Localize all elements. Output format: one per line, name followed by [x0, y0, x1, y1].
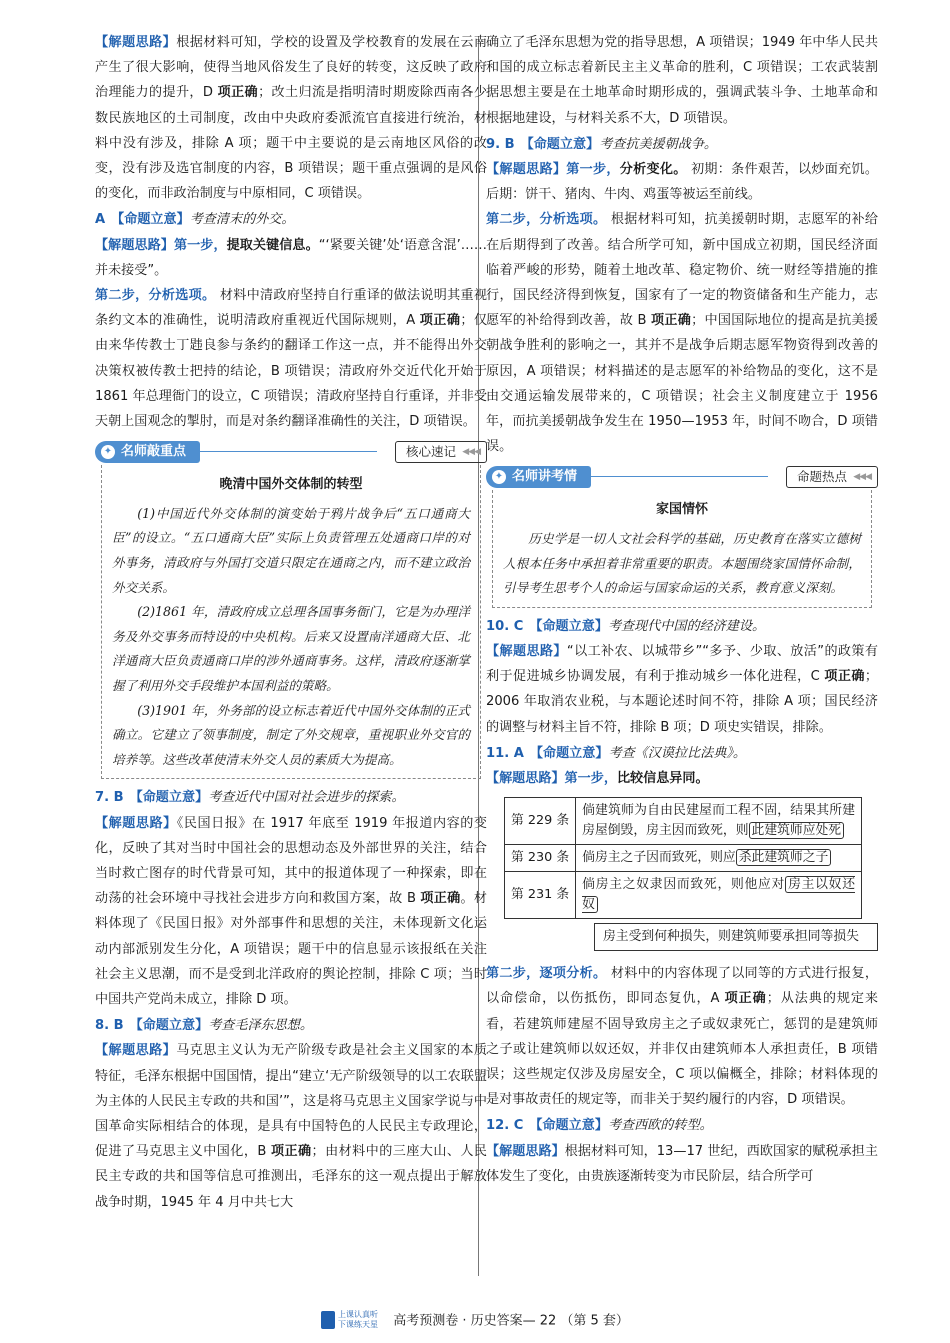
article-number: 第 229 条: [505, 798, 576, 845]
q11-step1: 【解题思路】第一步，比较信息异同。: [486, 771, 709, 787]
article-number: 第 231 条: [505, 872, 576, 919]
q6-header: A 【命题立意】考查清末的外交。: [95, 212, 295, 228]
q10-analysis: 【解题思路】“以工补农、以城带乡”“多予、少取、放活”的政策有利于促进城乡协调发展，有利于推动城乡一体化进程，C 项正确；2006 年取消农业税，与本题论述时间不符，排除 A 项；国民经济的调整与材料主旨不符，排除 B 项；D 项史实错误，排除。: [486, 644, 878, 735]
q9-step1: 【解题思路】第一步，分析变化。 初期：条件艰苦，以炒面充饥。后期：饼干、猪肉、牛肉、鸡蛋等被运至前线。: [486, 162, 879, 203]
teacher-exam-trends-header: [486, 464, 878, 488]
q6-step2: 第二步，分析选项。 材料中清政府坚持自行重译的做法说明其重视条约文本的准确性，说明清政府重视近代国际规则，A 项正确；仅由来华传教士丁韪良参与条约的翻译工作这一点，并不能得出外交决策权被传教士把持的结论，B 项错误；清政府外交近代化开始于 1861 年总理衙门的设立，C 项错误；清政府坚持自行重译，并非受天朝上国观念的掣肘，而是对条约翻译准确性的关注，D 项错误。: [95, 288, 488, 430]
arrows-icon: ◀◀◀: [853, 472, 871, 483]
article-text: 倘房主之子因而致死，则应 杀此建筑师之子: [576, 845, 862, 872]
q10-header: 10. C 【命题立意】考查现代中国的经济建设。: [486, 618, 766, 634]
right-column: [486, 30, 878, 1189]
core-memo-point-1: (1)中国近代外交体制的演变始于鸦片战争后“五口通商大臣”的设立。“五口通商大臣”实际上负责管理五处通商口岸的对外事务，清政府与外国打交道只限定在通商之内，而不建立政治外交关系。: [112, 505, 470, 595]
q9-header: 9. B 【命题立意】考查抗美援朝战争。: [486, 136, 718, 152]
header-rule: [586, 476, 768, 477]
highlight-mark: 此建筑师应处死: [749, 822, 845, 839]
page-footer: [0, 1310, 950, 1332]
footer-text: 高考预测卷 · 历史答案— 22 （第 5 套）: [393, 1313, 629, 1329]
arrows-icon: ◀◀◀: [462, 447, 480, 458]
teacher-key-points-pill: ✦ 名师敲重点: [95, 441, 200, 463]
q5-analysis: 【解题思路】根据材料可知，学校的设置及学校教育的发展在云南产生了很大影响，使得当地风俗发生了良好的转变，这反映了政府治理能力的提升，D 项正确；改土归流是指明清时期废除西南各少数民族地区的土司制度，改由中央政府委派流官直接进行统治，材料中没有涉及，排除 A 项；题干中主要说的是云南地区风俗的改变，没有涉及选官制度的内容，B 项错误；题干重点强调的是风俗的变化，而非政治制度与中原相同，C 项错误。: [95, 35, 488, 202]
q9-step2: 第二步，分析选项。 根据材料可知，抗美援朝时期，志愿军的补给在后期得到了改善。结合所学可知，新中国成立初期，国民经济面临着严峻的形势，随着土地改革、稳定物价、统一财经等措施的推行，国民经济得到恢复，国家有了一定的物资储备和生产能力，志愿军的补给得到改善，故 B 项正确；中国国际地位的提高是抗美援朝战争胜利的影响之一，其并不是战争后期志愿军物资得到改善的原因，A 项错误；材料描述的是志愿军的补给物品的变化，这不是由交通运输发展带来的，C 项错误；社会主义制度建立于 1956 年，而抗美援朝战争发生在 1950—1953 年，时间不吻合，D 项错误。: [486, 212, 879, 455]
q7-header: 7. B 【命题立意】考查近代中国对社会进步的探索。: [95, 790, 405, 806]
teacher-key-points-header: [95, 439, 487, 463]
article-number: 第 230 条: [505, 845, 576, 872]
comparison-summary: 房主受到何种损失，则建筑师要承担同等损失: [594, 923, 878, 951]
table-row: [505, 845, 862, 872]
teacher-icon: ✦: [101, 445, 115, 459]
teacher-icon: ✦: [492, 470, 506, 484]
table-row: [505, 798, 862, 845]
q12-header: 12. C 【命题立意】考查西欧的转型。: [486, 1118, 713, 1134]
teacher-exam-trends-pill: ✦ 名师讲考情: [486, 466, 591, 488]
brand-mark-icon: [321, 1311, 335, 1329]
highlight-mark: 房主以奴还奴: [582, 877, 856, 913]
core-memo-title: 晚清中国外交体制的转型: [219, 477, 363, 493]
q11-step2: 第二步，逐项分析。 材料中的内容体现了以同等的方式进行报复，以命偿命，以伤抵伤，即同态复仇，A 项正确；从法典的规定来看，若建筑师建屋不固导致房主之子或奴隶死亡，惩罚的是建筑师之子或让建筑师以奴还奴，并非仅由建筑师本人承担责任，B 项错误；这些规定仅涉及房屋安全，C 项以偏概全，排除；材料体现的是对事故责任的规定等，而非关于契约履行的内容，D 项错误。: [486, 966, 879, 1108]
article-text: 倘建筑师为自由民建屋而工程不固，结果其所建房屋倒毁，房主因而致死，则 此建筑师应处死: [576, 798, 862, 845]
core-memo-point-3: (3)1901 年，外务部的设立标志着近代中国外交体制的正式确立。它建立了领事制度，制定了外交规章，重视职业外交官的培养等。这些改革使清末外交人员的素质大为提高。: [112, 702, 470, 767]
hot-topic-tag: 命题热点 ◀◀◀: [786, 466, 878, 488]
hot-topic-title: 家国情怀: [655, 502, 708, 518]
q7-analysis: 【解题思路】《民国日报》在 1917 年底至 1919 年报道内容的变化，反映了其对当时中国社会的思想动态及外部世界的关注，结合当时救亡图存的时代背景可知，其中的报道体现了一种探索，即在动荡的社会环境中寻找社会进步方向和救国方案，故 B 项正确。材料体现了《民国日报》对外部事件和思想的关注，未体现新文化运动内部派别发生分化，A 项错误；题干中的信息显示该报纸在关注社会主义思潮，而不是受到北洋政府的舆论控制，排除 C 项；当时中国共产党尚未成立，排除 D 项。: [95, 815, 488, 1007]
article-text: 倘房主之奴隶因而致死，则他应对 房主以奴还奴: [576, 872, 862, 919]
hot-topic-text: 历史学是一切人文社会科学的基础，历史教育在落实立德树人根本任务中承担着非常重要的职责。本题围绕家国情怀命制，引导考生思考个人的命运与国家命运的关系，教育意义深刻。: [503, 531, 861, 596]
core-memo-box: [101, 465, 481, 779]
q8-analysis: 【解题思路】马克思主义认为无产阶级专政是社会主义国家的本质特征，毛泽东根据中国国情，提出“建立‘无产阶级领导的以工农联盟为主体的人民民主专政的共和国’”，这是将马克思主义国家学说与中国革命实际相结合的体现，是具有中国特色的人民民主专政理论，促进了马克思主义中国化，B 项正确；由材料中的三座大山、人民民主专政的共和国等信息可推测出，毛泽东的这一观点提出于解放战争时期，1945 年 4 月中共七大: [95, 1043, 488, 1210]
core-memo-point-2: (2)1861 年，清政府成立总理各国事务衙门，它是为办理洋务及外交事务而特设的中央机构。后来又设置南洋通商大臣、北洋通商大臣负责通商口岸的涉外通商事务。这样，清政府逐渐掌握了利用外交手段维护本国利益的策略。: [112, 604, 470, 693]
header-rule: [195, 451, 377, 452]
brand-logo: 上课认真听 下课练天星: [321, 1310, 381, 1332]
q11-header: 11. A 【命题立意】考查《汉谟拉比法典》。: [486, 745, 746, 761]
highlight-mark: 杀此建筑师之子: [736, 849, 832, 866]
q8-analysis-continued: 确立了毛泽东思想为党的指导思想，A 项错误；1949 年中华人民共和国的成立标志着新民主主义革命的胜利，C 项错误；工农武装割据思想主要是在土地革命时期形成的，强调武装斗争、土地革命和根据地建设，与材料关系不大，D 项错误。: [486, 35, 878, 126]
q12-analysis: 【解题思路】根据材料可知，13—17 世纪，西欧国家的赋税承担主体发生了变化，由贵族逐渐转变为市民阶层，结合所学可: [486, 1143, 879, 1184]
core-memo-tag: 核心速记 ◀◀◀: [395, 441, 487, 463]
q8-header: 8. B 【命题立意】考查毛泽东思想。: [95, 1018, 313, 1034]
q6-step1: 【解题思路】第一步，提取关键信息。“‘紧要关键’处‘语意含混’……并未接受”。: [95, 237, 487, 278]
table-row: [505, 872, 862, 919]
code-comparison-table: [504, 797, 862, 919]
left-column: [95, 30, 487, 1215]
hot-topic-box: [492, 490, 872, 607]
